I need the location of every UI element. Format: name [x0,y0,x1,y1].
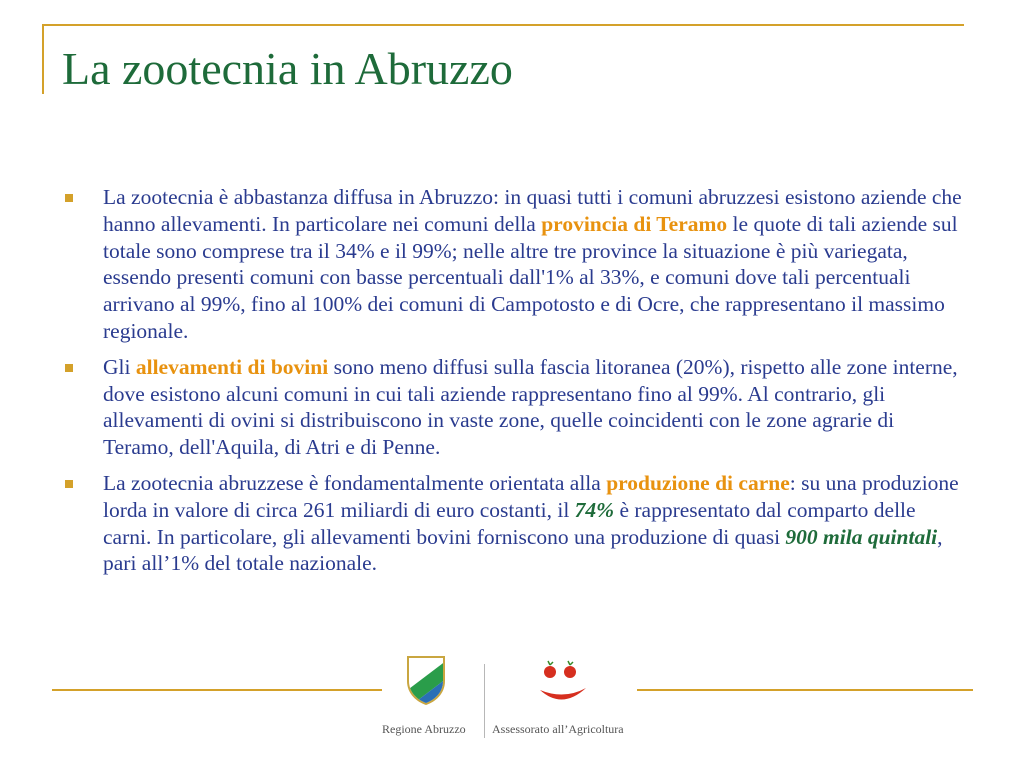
footer-line-left [52,689,382,691]
bullet-1-text-a: La zootecnia è abbastanza diffusa in Abruzzo: in quasi tutti i comuni abruzzesi esistono aziende che hanno allevamenti. In particolare nei comuni della [103,185,962,236]
bullet-square-icon [65,194,73,202]
bullet-3-green-percent: 74% [574,497,615,522]
bullet-2-highlight: allevamenti di bovini [135,354,329,379]
slide-title: La zootecnia in Abruzzo [62,43,513,94]
footer-divider [484,664,485,738]
agricoltura-tomato-smile-icon [536,660,590,712]
regione-abruzzo-label: Regione Abruzzo [382,722,466,736]
footer-line-right [637,689,973,691]
bullet-3-text-a: La zootecnia abruzzese è fondamentalmente orientata alla [103,470,607,495]
bullet-item-1 [62,184,964,345]
assessorato-agricoltura-label: Assessorato all’Agricoltura [492,722,624,736]
bullet-1-text-b: le quote di tali aziende sul totale sono comprese tra il 34% e il 99%; nelle altre tre province la situazione è più variegata, essendo presenti comuni con basse percentuali dall'1% al 33%, e comuni dove tali percentuali arrivano al 99%, fino al 100% dei comuni di Campotosto e di Ocre, che rappresentano il massimo regionale. [103,211,958,343]
bullet-3-text-c: è rappresentato dal comparto delle carni. In particolare, gli allevamenti bovini forniscono una produzione di quasi [103,497,916,549]
bullet-square-icon [65,364,73,372]
bullet-1-highlight: provincia di Teramo [541,211,728,236]
bullet-3-green-quintali: 900 mila quintali [785,524,938,549]
bullet-item-2 [62,354,964,461]
regione-abruzzo-shield-icon [406,655,446,705]
bullet-2-text-a: Gli [103,354,136,379]
bullet-3-text-b: : su una produzione lorda in valore di circa 261 miliardi di euro costanti, il [103,470,959,522]
bullet-3-text-d: , pari all’1% del totale nazionale. [103,524,943,576]
bullet-2-text-b: sono meno diffusi sulla fascia litoranea (20%), rispetto alle zone interne, dove esistono alcuni comuni in cui tali aziende rappresentano fino al 99%. Al contrario, gli allevamenti di ovini si distribuiscono in vaste zone, quelle coincidenti con le zone agrarie di Teramo, dell'Aquila, di Atri e di Penne. [103,354,958,460]
bullet-item-3 [62,470,964,577]
frame-left-line [42,24,44,94]
frame-top-line [42,24,964,26]
bullet-3-highlight: produzione di carne [606,470,790,495]
bullet-list [62,184,964,586]
bullet-square-icon [65,480,73,488]
